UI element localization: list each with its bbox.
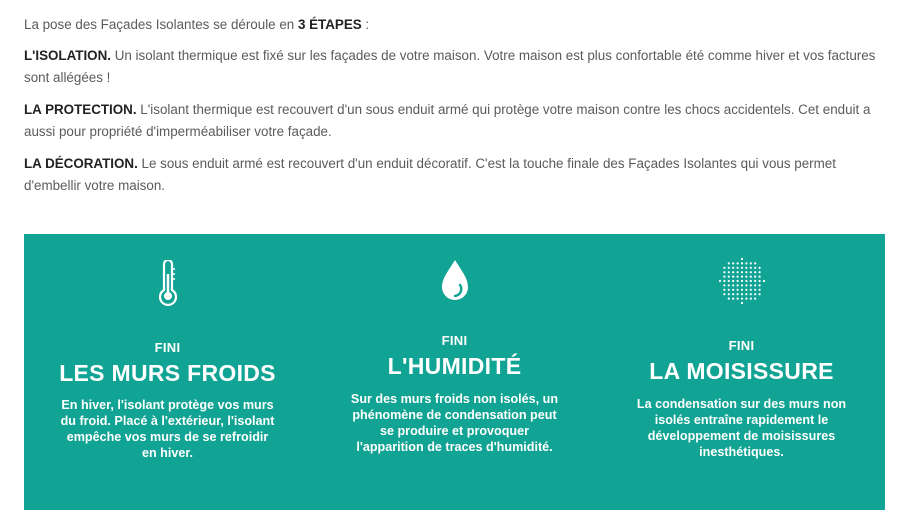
feature-description: La condensation sur des murs non isolés entraîne rapidement le développement de moisissures inesthétiques.	[636, 397, 847, 459]
feature-description: Sur des murs froids non isolés, un phénomène de condensation peut se produire et provoquer l'apparition de traces d'humidité.	[350, 392, 559, 454]
feature-kicker: FINI	[728, 338, 755, 353]
feature-cold-walls	[24, 234, 311, 510]
intro-line: La pose des Façades Isolantes se déroule en 3 ÉTAPES :	[24, 17, 370, 32]
water-drop-icon	[311, 258, 598, 302]
feature-description: En hiver, l'isolant protège vos murs du froid. Placé à l'extérieur, l'isolant empêche vos murs de se refroidir en hiver.	[60, 398, 275, 460]
step-decoration: LA DÉCORATION. Le sous enduit armé est recouvert d'un enduit décoratif. C'est la touche finale des Façades Isolantes qui vous permet d'embellir votre maison.	[24, 156, 836, 193]
thermometer-icon	[24, 260, 311, 306]
intro-text	[24, 14, 892, 207]
mold-dots-icon	[598, 258, 885, 304]
feature-kicker: FINI	[441, 333, 468, 348]
features-panel	[24, 234, 885, 510]
feature-title: LES MURS FROIDS	[59, 360, 276, 386]
step-isolation: L'ISOLATION. Un isolant thermique est fixé sur les façades de votre maison. Votre maison est plus confortable été comme hiver et vos factures sont allégées !	[24, 48, 876, 85]
feature-title: LA MOISISSURE	[649, 358, 834, 384]
feature-kicker: FINI	[154, 340, 181, 355]
step-protection: LA PROTECTION. L'isolant thermique est recouvert d'un sous enduit armé qui protège votre maison contre les chocs accidentels. Cet enduit a aussi pour propriété d'imperméabiliser votre façade.	[24, 102, 871, 139]
feature-humidity	[311, 234, 598, 510]
feature-mold	[598, 234, 885, 510]
feature-title: L'HUMIDITÉ	[387, 353, 522, 379]
